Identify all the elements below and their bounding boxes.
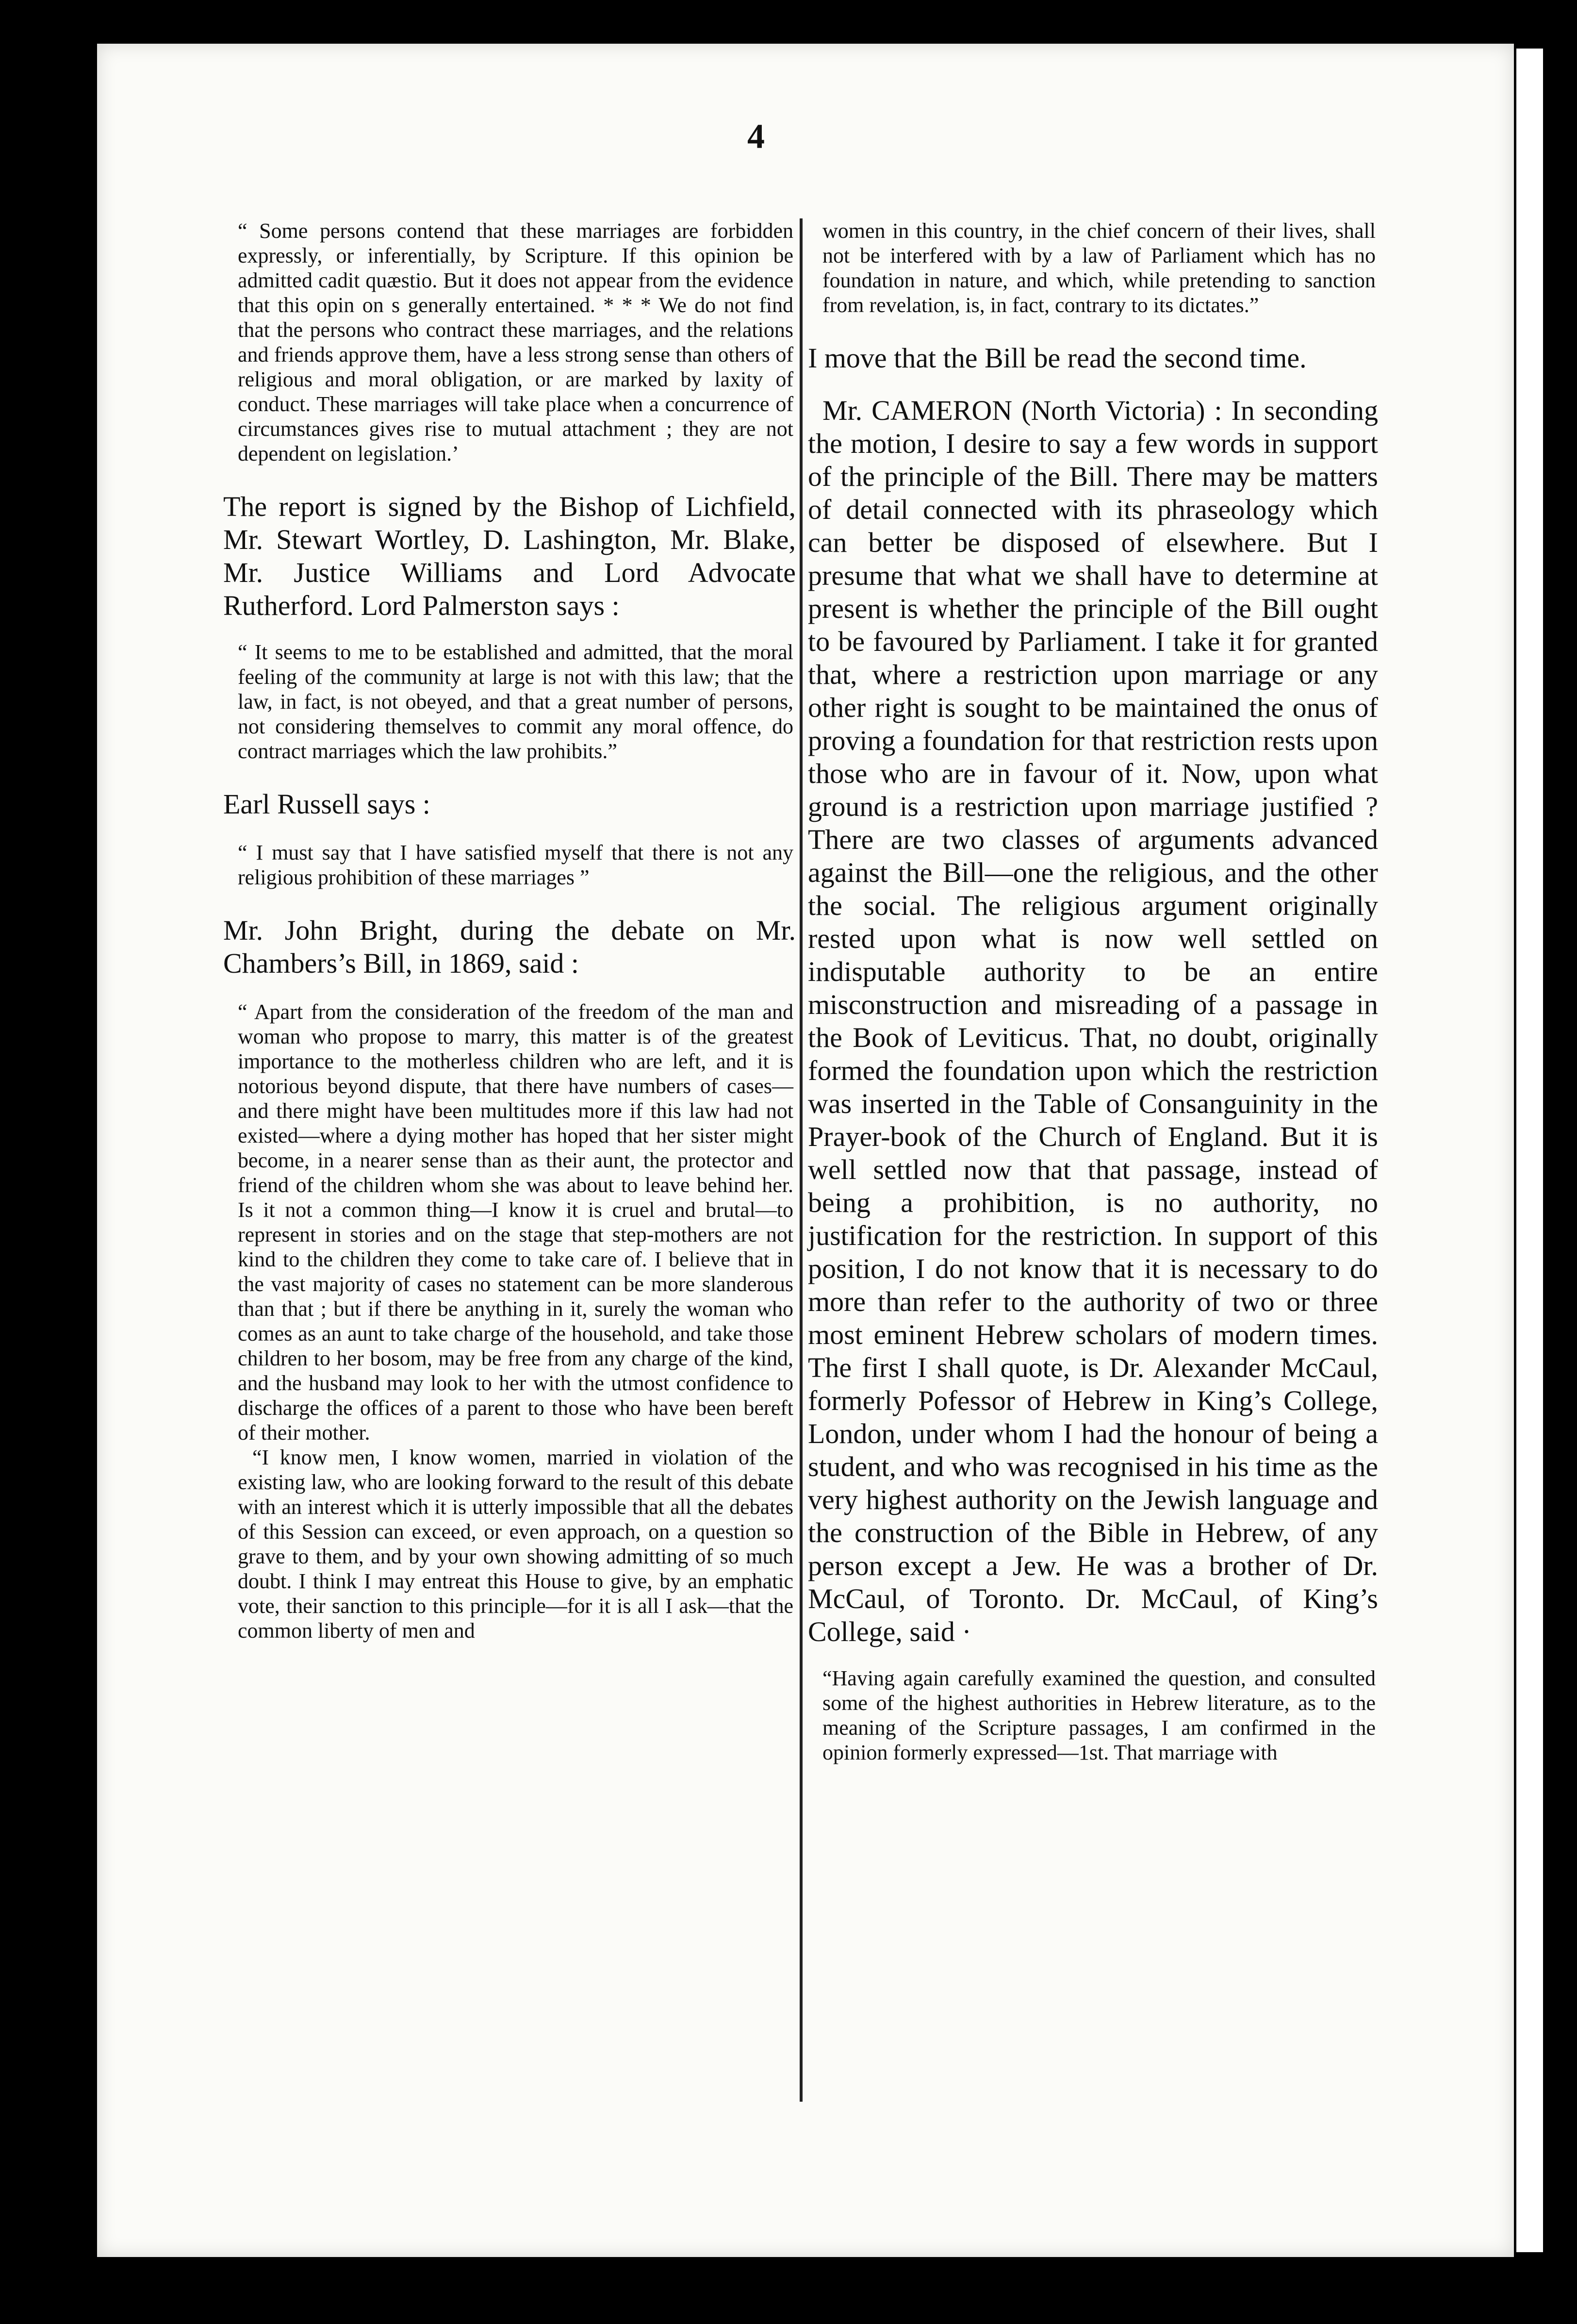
quote-paragraph: “I know men, I know women, married in violation of the existing law, who are looking forward to the result of this debate with an interest which it is utterly impossible that all the debates of this Session can exceed, or even approach, on a question so grave to them, and by your own showing admitting of so much doubt. I think I may entreat this House to give, by an emphatic vote, their sanction to this principle—for it is all I ask—that the common liberty of men and (238, 1445, 793, 1643)
body-paragraph: I move that the Bill be read the second time. (808, 342, 1307, 374)
body-paragraph: Mr. CAMERON (North Victoria) : In seconding the motion, I desire to say a few words in support of the principle of the Bill. There may be matters of detail connected with its phraseology which can better be disposed of elsewhere. But I presume that what we shall have to determine at present is whether the principle of the Bill ought to be favoured by Parliament. I take it for granted that, where a restriction upon marriage or any other right is sought to be maintained the onus of proving a foundation for that restriction rests upon those who are in favour of it. Now, upon what ground is a restriction upon marriage justified ? There are two classes of arguments advanced against the Bill—one the religious, and the other the social. The religious argument originally rested upon what is now well settled on indisputable authority to be an entire misconstruction and misreading of a passage in the Book of Leviticus. That, no doubt, originally formed the foundation upon which the restriction was inserted in the Table of Consanguinity in the Prayer-book of the Church of England. But it is well settled now that that passage, instead of being a prohibition, is no authority, no justification for the restriction. In support of this position, I do not know that it is necessary to do more than refer to the authority of two or three most eminent Hebrew scholars of modern times. The first I shall quote, is Dr. Alexander McCaul, formerly Pofessor of Hebrew in King’s College, London, under whom I had the honour of being a student, and who was recognised in his time as the very highest authority on the Jewish language and the construction of the Bible in Hebrew, of any person except a Jew. He was a brother of Dr. McCaul, of Toronto. Dr. McCaul, of King’s College, said · (808, 395, 1378, 1647)
body-paragraph: The report is signed by the Bishop of Lichfield, Mr. Stewart Wortley, D. Lashington, Mr. Blake, Mr. Justice Williams and Lord Advocate Rutherford. Lord Palmerston says : (223, 491, 796, 621)
quote-paragraph: “ Apart from the consideration of the freedom of the man and woman who propose to marry, this matter is of the greatest importance to the motherless children who are left, and it is notorious beyond dispute, that there have numbers of cases—and there might have been multitudes more if this law had not existed—where a dying mother has hoped that her sister might become, in a nearer sense than as their aunt, the protector and friend of the children whom she was about to leave behind her. Is it not a common thing—I know it is cruel and brutal—to represent in stories and on the stage that step-mothers are not kind to the children they come to take care of. I believe that in the vast majority of cases no statement can be more slanderous than that ; but if there be anything in it, surely the woman who comes as an aunt to take charge of the household, and take those children to her bosom, may be free from any charge of the kind, and the husband may look to her with the utmost confidence to discharge the offices of a parent to those who have been bereft of their mother. (238, 1000, 793, 1444)
quote-paragraph: “ Some persons contend that these marriages are forbidden expressly, or inferentially, by Scripture. If this opinion be admitted cadit quæstio. But it does not appear from the evidence that this opin on s generally entertained. * * * We do not find that the persons who contract these marriages, and the relations and friends approve them, have a less strong sense than others of religious and moral obligation, or are marked by laxity of conduct. These marriages will take place when a concurrence of circumstances gives rise to mutual attachment ; they are not dependent on legislation.’ (238, 219, 793, 465)
adjacent-page-edge (1516, 49, 1543, 2252)
body-paragraph: Earl Russell says : (223, 788, 430, 820)
column-divider (800, 218, 803, 2102)
quote-paragraph: “ I must say that I have satisfied myself that there is not any religious prohibition of these marriages ” (238, 841, 793, 889)
quote-paragraph: “Having again carefully examined the question, and consulted some of the highest authorities in Hebrew literature, as to the meaning of the Scripture passages, I am confirmed in the opinion formerly expressed—1st. That marriage with (822, 1666, 1376, 1764)
quote-paragraph: “ It seems to me to be established and admitted, that the moral feeling of the community at large is not with this law; that the law, in fact, is not obeyed, and that a great number of persons, not considering themselves to commit any moral offence, do contract marriages which the law prohibits.” (238, 640, 793, 763)
right-column (808, 218, 1378, 1765)
quote-paragraph: women in this country, in the chief concern of their lives, shall not be interfered with by a law of Parliament which has no foundation in nature, and which, while pretending to sanction from revelation, is, in fact, contrary to its dictates.” (822, 219, 1376, 317)
body-paragraph: Mr. John Bright, during the debate on Mr. Chambers’s Bill, in 1869, said : (223, 914, 796, 979)
page-number: 4 (747, 117, 765, 156)
left-column (223, 218, 796, 1643)
